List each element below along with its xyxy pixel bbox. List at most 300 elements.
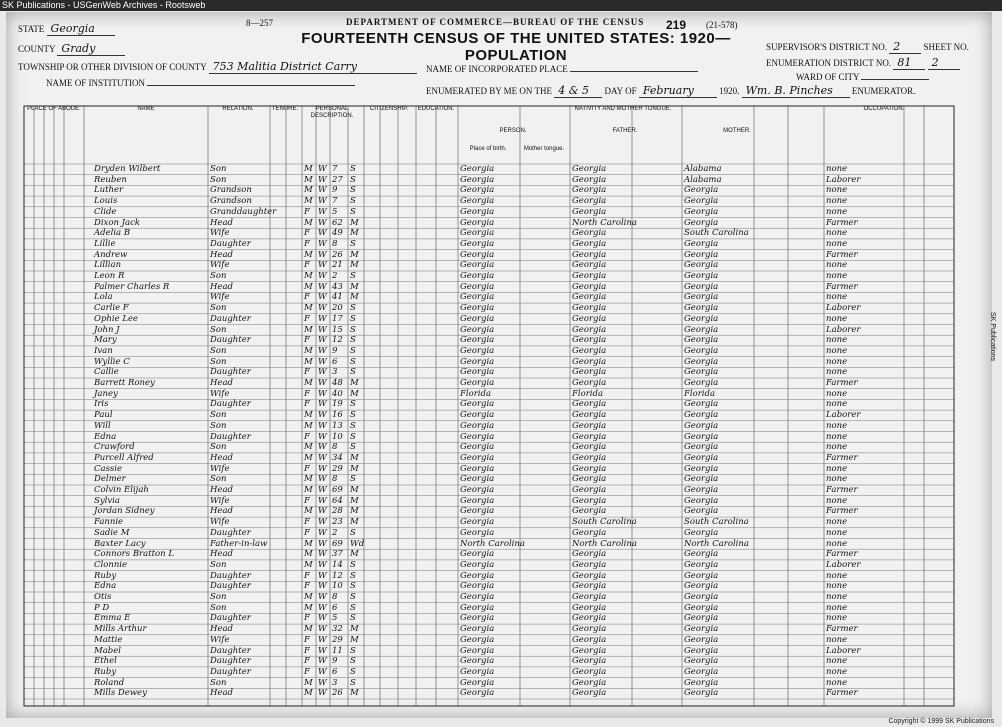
cell-sex: M: [304, 506, 313, 517]
cell-mbirth: Georgia: [684, 452, 719, 463]
cell-fbirth: Georgia: [572, 206, 607, 217]
cell-rel: Son: [210, 410, 227, 421]
cell-race: W: [318, 174, 327, 185]
cell-race: W: [318, 517, 327, 528]
cell-mbirth: Georgia: [684, 431, 719, 442]
header-place-of-birth: Place of birth.: [469, 146, 507, 152]
state-label: STATE: [18, 24, 45, 34]
cell-age: 5: [332, 206, 338, 217]
cell-birth: Georgia: [460, 634, 495, 645]
cell-name: Edna: [94, 581, 117, 592]
cell-name: Roland: [94, 677, 125, 688]
cell-age: 5: [332, 613, 338, 624]
cell-sex: M: [304, 624, 313, 635]
table-row: [24, 624, 954, 635]
cell-birth: Georgia: [460, 474, 495, 485]
cell-fbirth: Georgia: [572, 452, 607, 463]
table-row: [24, 571, 954, 582]
cell-birth: Georgia: [460, 527, 495, 538]
cell-ms: M: [350, 281, 359, 292]
table-row: [24, 325, 954, 336]
institution-label: NAME OF INSTITUTION: [46, 78, 145, 88]
cell-ms: M: [350, 292, 359, 303]
census-sheet: [6, 12, 996, 718]
cell-occ: none: [826, 399, 848, 410]
cell-age: 21: [332, 260, 343, 271]
header-place: PLACE OF ABODE.: [27, 106, 81, 112]
cell-name: Carlie F: [94, 303, 129, 314]
page-number: 219: [666, 18, 687, 32]
cell-sex: M: [304, 378, 313, 388]
cell-name: Sadie M: [94, 527, 130, 538]
cell-sex: M: [304, 217, 313, 228]
cell-rel: Son: [210, 356, 227, 367]
cell-name: Purcell Alfred: [94, 452, 154, 463]
cell-age: 3: [332, 677, 338, 688]
cell-name: Janey: [94, 388, 118, 399]
cell-name: Paul: [94, 410, 113, 421]
cell-sex: M: [304, 677, 313, 688]
cell-race: W: [318, 581, 327, 592]
cell-race: W: [318, 378, 327, 388]
cell-ms: M: [350, 485, 359, 495]
table-row: [24, 592, 954, 603]
cell-fbirth: Georgia: [572, 570, 607, 581]
table-row: [24, 528, 954, 539]
cell-name: Connors Bratton L: [94, 549, 174, 560]
table-row: [24, 496, 954, 507]
cell-name: Adelia B: [94, 228, 131, 239]
cell-rel: Daughter: [210, 431, 251, 442]
cell-name: Palmer Charles R: [94, 281, 170, 292]
cell-age: 41: [332, 292, 343, 303]
table-row: [24, 410, 954, 421]
cell-mbirth: Georgia: [684, 206, 719, 217]
cell-ms: S: [350, 271, 356, 281]
table-row: [24, 474, 954, 485]
cell-name: Ethel: [94, 656, 117, 667]
cell-rel: Wife: [210, 388, 230, 399]
cell-fbirth: Georgia: [572, 399, 607, 410]
cell-birth: Georgia: [460, 410, 495, 421]
cell-sex: F: [304, 260, 310, 271]
cell-name: Mary: [94, 335, 117, 346]
cell-fbirth: Georgia: [572, 228, 607, 239]
cell-birth: Georgia: [460, 367, 495, 378]
cell-ms: M: [350, 249, 359, 260]
header-education: EDUCATION.: [417, 106, 455, 112]
year-label: 1920.: [719, 86, 740, 96]
cell-mbirth: Georgia: [684, 559, 719, 570]
cell-ms: S: [350, 356, 356, 367]
cell-mbirth: Georgia: [684, 420, 719, 431]
cell-mbirth: Georgia: [684, 527, 719, 538]
cell-occ: none: [826, 185, 848, 196]
cell-race: W: [318, 538, 327, 549]
cell-occ: none: [826, 260, 848, 271]
cell-race: W: [318, 238, 327, 249]
cell-race: W: [318, 356, 327, 367]
cell-fbirth: Georgia: [572, 431, 607, 442]
cell-age: 34: [332, 452, 343, 463]
cell-birth: Georgia: [460, 217, 495, 228]
cell-ms: S: [350, 313, 356, 324]
cell-birth: Georgia: [460, 666, 495, 677]
cell-ms: S: [350, 238, 356, 249]
cell-ms: M: [350, 549, 359, 560]
header-personal: PERSONAL DESCRIPTION.: [310, 106, 354, 119]
cell-birth: Georgia: [460, 506, 495, 517]
table-row: [24, 688, 954, 699]
cell-ms: M: [350, 378, 359, 388]
cell-race: W: [318, 677, 327, 688]
cell-birth: Georgia: [460, 378, 495, 388]
cell-race: W: [318, 549, 327, 560]
cell-race: W: [318, 399, 327, 410]
cell-rel: Son: [210, 303, 227, 314]
header-nativity: NATIVITY AND MOTHER TONGUE.: [574, 106, 672, 112]
ward-value: [861, 79, 929, 80]
cell-mbirth: Georgia: [684, 345, 719, 356]
copyright: Copyright © 1999 SK Publications: [888, 718, 994, 725]
cell-birth: Georgia: [460, 517, 495, 528]
cell-sex: M: [304, 485, 313, 495]
cell-name: P D: [94, 602, 110, 613]
cell-occ: none: [826, 292, 848, 303]
cell-race: W: [318, 506, 327, 517]
cell-sex: F: [304, 581, 310, 592]
cell-race: W: [318, 431, 327, 442]
cell-sex: F: [304, 570, 310, 581]
cell-ms: M: [350, 495, 359, 506]
cell-ms: M: [350, 517, 359, 528]
cell-fbirth: Georgia: [572, 356, 607, 367]
cell-ms: M: [350, 506, 359, 517]
cell-sex: F: [304, 517, 310, 528]
cell-birth: Georgia: [460, 613, 495, 624]
cell-mbirth: Georgia: [684, 324, 719, 335]
cell-sex: M: [304, 281, 313, 292]
cell-mbirth: Georgia: [684, 260, 719, 271]
cell-name: Lillian: [94, 260, 122, 271]
cell-birth: Georgia: [460, 174, 495, 185]
cell-race: W: [318, 303, 327, 314]
cell-sex: M: [304, 174, 313, 185]
cell-birth: Georgia: [460, 324, 495, 335]
cell-sex: F: [304, 292, 310, 303]
table-row: [24, 271, 954, 282]
table-row: [24, 175, 954, 186]
cell-name: Dixon Jack: [94, 217, 141, 228]
cell-race: W: [318, 367, 327, 378]
cell-mbirth: Georgia: [684, 356, 719, 367]
cell-ms: S: [350, 345, 356, 356]
cell-birth: Georgia: [460, 303, 495, 314]
side-copyright: [986, 312, 996, 712]
cell-fbirth: Georgia: [572, 324, 607, 335]
cell-rel: Son: [210, 442, 227, 453]
header-citizenship: CITIZENSHIP.: [369, 106, 409, 112]
cell-age: 64: [332, 495, 343, 506]
cell-name: Fannie: [94, 517, 124, 528]
cell-occ: none: [826, 463, 848, 474]
cell-age: 23: [332, 517, 343, 528]
township-value: 753 Malitia District Carry: [209, 60, 417, 74]
cell-race: W: [318, 645, 327, 656]
cell-sex: M: [304, 602, 313, 613]
cell-mbirth: Georgia: [684, 292, 719, 303]
cell-birth: Georgia: [460, 164, 495, 174]
cell-race: W: [318, 164, 327, 174]
incorporated-label: NAME OF INCORPORATED PLACE: [426, 64, 568, 74]
table-row: [24, 506, 954, 517]
cell-name: Lillie: [94, 238, 116, 249]
cell-birth: Georgia: [460, 420, 495, 431]
cell-mbirth: Georgia: [684, 634, 719, 645]
cell-fbirth: Georgia: [572, 271, 607, 281]
cell-mbirth: Georgia: [684, 656, 719, 667]
cell-sex: F: [304, 656, 310, 667]
cell-occ: none: [826, 666, 848, 677]
cell-fbirth: Georgia: [572, 238, 607, 249]
cell-name: Clide: [94, 206, 117, 217]
cell-race: W: [318, 527, 327, 538]
cell-rel: Grandson: [210, 185, 252, 196]
table-row: [24, 228, 954, 239]
cell-birth: Georgia: [460, 463, 495, 474]
cell-fbirth: Georgia: [572, 367, 607, 378]
cell-sex: F: [304, 613, 310, 624]
cell-race: W: [318, 474, 327, 485]
cell-name: Mills Arthur: [94, 624, 147, 635]
cell-rel: Son: [210, 420, 227, 431]
cell-rel: Wife: [210, 228, 230, 239]
cell-sex: F: [304, 388, 310, 399]
cell-occ: none: [826, 581, 848, 592]
enumerator-name: Wm. B. Pinches: [742, 84, 850, 98]
cell-name: Leon R: [94, 271, 125, 281]
cell-fbirth: Georgia: [572, 378, 607, 388]
township-label: TOWNSHIP OR OTHER DIVISION OF COUNTY: [18, 62, 207, 72]
cell-rel: Head: [210, 506, 233, 517]
cell-sex: F: [304, 238, 310, 249]
cell-occ: none: [826, 228, 848, 239]
cell-sex: F: [304, 527, 310, 538]
table-row: [24, 549, 954, 560]
cell-ms: M: [350, 688, 359, 699]
cell-sex: M: [304, 420, 313, 431]
cell-sex: M: [304, 196, 313, 207]
cell-race: W: [318, 410, 327, 421]
cell-birth: Georgia: [460, 260, 495, 271]
ed-label: ENUMERATION DISTRICT NO.: [766, 58, 892, 68]
cell-sex: F: [304, 399, 310, 410]
cell-fbirth: Georgia: [572, 196, 607, 207]
cell-rel: Head: [210, 624, 233, 635]
cell-rel: Daughter: [210, 645, 251, 656]
cell-age: 29: [332, 463, 343, 474]
cell-age: 69: [332, 485, 343, 495]
cell-fbirth: Georgia: [572, 495, 607, 506]
cell-sex: M: [304, 549, 313, 560]
cell-birth: Georgia: [460, 271, 495, 281]
ed-value: 81: [893, 56, 925, 70]
cell-ms: S: [350, 656, 356, 667]
cell-name: Ruby: [94, 666, 117, 677]
cell-fbirth: Georgia: [572, 506, 607, 517]
cell-age: 10: [332, 581, 343, 592]
cell-ms: S: [350, 581, 356, 592]
cell-birth: Georgia: [460, 570, 495, 581]
cell-mbirth: Georgia: [684, 581, 719, 592]
cell-rel: Father-in-law: [210, 538, 268, 549]
cell-birth: Georgia: [460, 238, 495, 249]
header-tenure: TENURE.: [271, 106, 299, 112]
cell-ms: S: [350, 174, 356, 185]
cell-fbirth: Georgia: [572, 656, 607, 667]
cell-sex: M: [304, 324, 313, 335]
supervisor-value: 2: [889, 40, 921, 54]
table-row: [24, 335, 954, 346]
cell-name: Colvin Elijah: [94, 485, 149, 495]
cell-fbirth: Georgia: [572, 581, 607, 592]
cell-birth: Georgia: [460, 281, 495, 292]
cell-rel: Son: [210, 345, 227, 356]
header-relation: RELATION.: [222, 106, 254, 112]
cell-age: 8: [332, 474, 338, 485]
census-table: [24, 106, 954, 706]
cell-mbirth: Georgia: [684, 666, 719, 677]
cell-mbirth: Georgia: [684, 378, 719, 388]
cell-mbirth: Florida: [684, 388, 716, 399]
page-title: FOURTEENTH CENSUS OF THE UNITED STATES: 1920—POPULATION: [301, 30, 731, 64]
cell-age: 32: [332, 624, 343, 635]
cell-ms: S: [350, 592, 356, 602]
cell-race: W: [318, 345, 327, 356]
cell-rel: Head: [210, 378, 233, 388]
cell-rel: Wife: [210, 495, 230, 506]
enumerated-month: February: [639, 84, 717, 98]
cell-rel: Head: [210, 688, 233, 699]
cell-mbirth: Georgia: [684, 602, 719, 613]
cell-fbirth: Georgia: [572, 292, 607, 303]
cell-age: 62: [332, 217, 343, 228]
cell-occ: Farmer: [826, 281, 858, 292]
cell-rel: Head: [210, 452, 233, 463]
cell-mbirth: Georgia: [684, 238, 719, 249]
cell-sex: M: [304, 474, 313, 485]
cell-fbirth: Georgia: [572, 442, 607, 453]
cell-fbirth: Georgia: [572, 174, 607, 185]
cell-occ: none: [826, 271, 848, 281]
cell-occ: none: [826, 495, 848, 506]
enumerator-label: ENUMERATOR.: [851, 86, 916, 96]
cell-race: W: [318, 666, 327, 677]
cell-rel: Son: [210, 271, 227, 281]
cell-age: 20: [332, 303, 343, 314]
cell-age: 28: [332, 506, 343, 517]
cell-age: 26: [332, 249, 343, 260]
cell-rel: Wife: [210, 634, 230, 645]
cell-mbirth: Georgia: [684, 570, 719, 581]
cell-sex: M: [304, 538, 313, 549]
cell-fbirth: Georgia: [572, 281, 607, 292]
cell-name: Mattie: [94, 634, 123, 645]
cell-fbirth: Georgia: [572, 559, 607, 570]
cell-occ: Farmer: [826, 485, 858, 495]
cell-race: W: [318, 559, 327, 570]
line-number: [24, 688, 34, 701]
table-row: [24, 218, 954, 229]
cell-rel: Son: [210, 324, 227, 335]
cell-sex: M: [304, 249, 313, 260]
cell-ms: S: [350, 442, 356, 453]
cell-sex: M: [304, 452, 313, 463]
cell-occ: Farmer: [826, 549, 858, 560]
cell-race: W: [318, 228, 327, 239]
cell-birth: Georgia: [460, 677, 495, 688]
cell-fbirth: Georgia: [572, 549, 607, 560]
cell-sex: M: [304, 592, 313, 602]
cell-fbirth: Georgia: [572, 260, 607, 271]
cell-ms: S: [350, 474, 356, 485]
cell-occ: none: [826, 592, 848, 602]
cell-occ: none: [826, 388, 848, 399]
cell-fbirth: Georgia: [572, 527, 607, 538]
table-row: [24, 539, 954, 550]
cell-sex: F: [304, 206, 310, 217]
cell-birth: Georgia: [460, 335, 495, 346]
cell-age: 48: [332, 378, 343, 388]
cell-rel: Daughter: [210, 313, 251, 324]
cell-occ: none: [826, 517, 848, 528]
cell-ms: M: [350, 624, 359, 635]
cell-ms: S: [350, 677, 356, 688]
cell-age: 9: [332, 185, 338, 196]
cell-birth: Georgia: [460, 485, 495, 495]
cell-fbirth: Georgia: [572, 463, 607, 474]
cell-name: Wyllie C: [94, 356, 130, 367]
cell-age: 2: [332, 527, 338, 538]
cell-mbirth: Georgia: [684, 474, 719, 485]
cell-fbirth: Georgia: [572, 410, 607, 421]
cell-mbirth: Georgia: [684, 463, 719, 474]
cell-birth: Georgia: [460, 399, 495, 410]
cell-sex: F: [304, 313, 310, 324]
cell-age: 26: [332, 688, 343, 699]
cell-occ: Farmer: [826, 217, 858, 228]
cell-occ: Farmer: [826, 688, 858, 699]
cell-fbirth: Georgia: [572, 164, 607, 174]
table-row: [24, 635, 954, 646]
cell-race: W: [318, 624, 327, 635]
table-row: [24, 603, 954, 614]
cell-occ: none: [826, 431, 848, 442]
cell-age: 69: [332, 538, 343, 549]
cell-ms: S: [350, 324, 356, 335]
cell-ms: M: [350, 217, 359, 228]
cell-fbirth: Florida: [572, 388, 604, 399]
cell-ms: S: [350, 431, 356, 442]
cell-fbirth: Georgia: [572, 345, 607, 356]
cell-ms: S: [350, 399, 356, 410]
cell-ms: M: [350, 452, 359, 463]
cell-race: W: [318, 271, 327, 281]
cell-sex: F: [304, 634, 310, 645]
cell-occ: none: [826, 164, 848, 174]
cell-race: W: [318, 420, 327, 431]
cell-rel: Daughter: [210, 581, 251, 592]
